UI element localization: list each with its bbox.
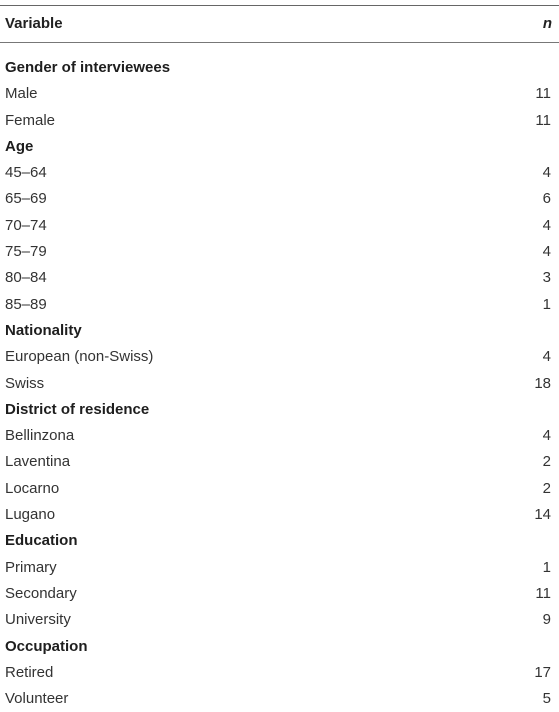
row-count: 4: [542, 243, 551, 261]
row-count: 9: [542, 611, 551, 629]
row-count: 5: [542, 690, 551, 708]
row-count: 17: [534, 663, 551, 681]
row-label: 45–64: [5, 164, 47, 182]
section-title: District of residence: [5, 400, 150, 418]
table-row: [0, 660, 559, 686]
table-row: [0, 423, 559, 449]
table-body: [0, 55, 559, 712]
table-row: [0, 607, 559, 633]
row-count: 2: [542, 479, 551, 497]
row-label: Laventina: [5, 453, 71, 471]
section-title: Education: [5, 532, 78, 550]
row-label: 75–79: [5, 243, 47, 261]
header-n: n: [542, 15, 552, 32]
table-row: [0, 449, 559, 475]
row-count: 11: [535, 111, 551, 129]
row-label: Locarno: [5, 479, 60, 497]
row-label: European (non-Swiss): [5, 348, 154, 366]
section-title: Gender of interviewees: [5, 59, 171, 76]
row-label: University: [5, 611, 71, 629]
row-count: 4: [542, 427, 551, 445]
row-count: 4: [542, 216, 551, 234]
table-row: [0, 160, 559, 186]
row-count: 14: [534, 506, 551, 524]
row-label: Secondary: [5, 584, 77, 602]
row-label: 85–89: [5, 295, 47, 313]
row-count: 4: [542, 348, 551, 366]
section-heading: [0, 318, 559, 344]
row-count: 11: [535, 584, 551, 602]
table-row: [0, 186, 559, 212]
row-label: Bellinzona: [5, 427, 75, 445]
table-row: [0, 213, 559, 239]
row-count: 4: [542, 164, 551, 182]
section-title: Age: [5, 137, 34, 155]
table-row: [0, 81, 559, 107]
section-title: Occupation: [5, 637, 88, 655]
section-heading: [0, 528, 559, 554]
row-count: 11: [535, 85, 551, 103]
row-label: Swiss: [5, 374, 45, 392]
section-heading: [0, 397, 559, 423]
table-row: [0, 476, 559, 502]
row-label: Female: [5, 111, 56, 129]
table-row: [0, 344, 559, 370]
table-header-rule: [0, 42, 559, 43]
row-count: 3: [542, 269, 551, 287]
table-row: [0, 239, 559, 265]
table-row: [0, 292, 559, 318]
row-count: 1: [542, 558, 551, 576]
table-row: [0, 581, 559, 607]
section-heading: [0, 134, 559, 160]
table-row: [0, 265, 559, 291]
row-label: 70–74: [5, 216, 47, 234]
row-label: Retired: [5, 663, 54, 681]
row-label: Lugano: [5, 506, 56, 524]
row-label: Male: [5, 85, 38, 103]
table-row: [0, 502, 559, 528]
row-count: 18: [534, 374, 551, 392]
row-label: Primary: [5, 558, 57, 576]
section-heading: [0, 55, 559, 81]
table-row: [0, 686, 559, 712]
row-label: 80–84: [5, 269, 47, 287]
row-count: 1: [542, 295, 551, 313]
row-label: Volunteer: [5, 690, 69, 708]
section-heading: [0, 634, 559, 660]
row-count: 2: [542, 453, 551, 471]
table-row: [0, 555, 559, 581]
header-variable: Variable: [5, 15, 63, 32]
section-title: Nationality: [5, 321, 82, 339]
row-label: 65–69: [5, 190, 47, 208]
row-count: 6: [542, 190, 551, 208]
table-row: [0, 371, 559, 397]
table-header-row: [0, 6, 559, 42]
table-row: [0, 108, 559, 134]
